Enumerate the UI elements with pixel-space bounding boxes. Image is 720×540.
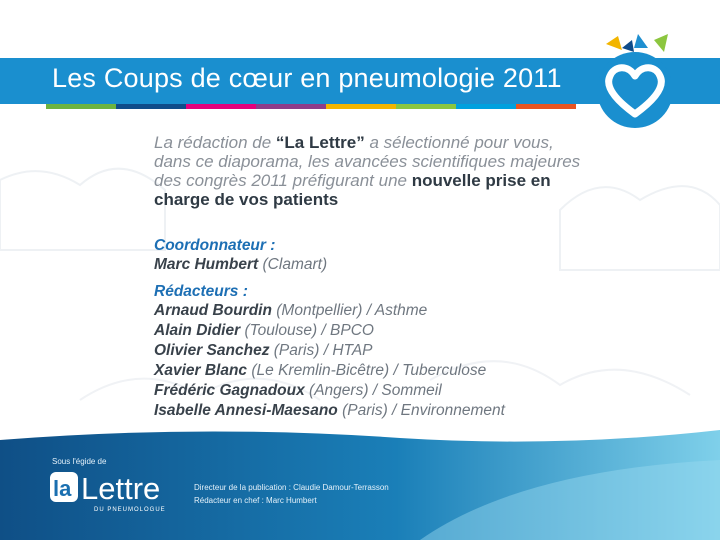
editor-name: Arnaud Bourdin [154,302,272,319]
publication-director: Directeur de la publication : Claudie Damour-Terrasson [194,483,389,492]
heart-badge-icon [592,34,678,130]
chief-editor: Rédacteur en chef : Marc Humbert [194,496,317,505]
stripe-3 [186,104,256,109]
sous-egide-label: Sous l'égide de [52,457,107,466]
editor-detail: (Le Kremlin-Bicêtre) / Tuberculose [247,362,487,379]
editor-entry [154,342,373,360]
coordinator-heading: Coordonnateur : [154,237,276,254]
editor-detail: (Paris) / HTAP [269,342,373,359]
logo-lettre: Lettre [81,471,161,506]
editor-name: Xavier Blanc [154,362,248,379]
editor-detail: (Paris) / Environnement [337,402,505,419]
editor-name: Alain Didier [154,322,241,339]
coordinator-name: Marc Humbert [154,256,259,273]
coordinator-entry [154,256,327,274]
journal-name: “La Lettre” [275,133,365,152]
editors-heading: Rédacteurs : [154,283,248,300]
publication-credits [194,481,389,507]
editor-detail: (Toulouse) / BPCO [240,322,374,339]
stripe-8 [516,104,576,109]
editor-name: Frédéric Gagnadoux [154,382,305,399]
intro-paragraph [154,133,594,209]
editor-detail: (Montpellier) / Asthme [271,302,428,319]
stripe-5 [326,104,396,109]
editor-name: Olivier Sanchez [154,342,270,359]
intro-text-2: a sélectionné pour vous, dans ce diaporama, les avancées scientifiques majeures des congrès 2011 préfigurant une [154,133,581,190]
editor-entry [154,302,427,320]
editor-detail: (Angers) / Sommeil [304,382,442,399]
intro-text-1: La rédaction de [154,133,276,152]
coordinator-detail: (Clamart) [258,256,328,273]
editor-entry [154,362,486,380]
stripe-4 [256,104,326,109]
intro-emphasis: nouvelle prise en charge de vos patients [154,171,551,209]
editor-entry [154,402,505,420]
stripe-1 [46,104,116,109]
la-lettre-logo [50,470,185,514]
logo-la: la [53,476,72,501]
editor-entry [154,322,374,340]
logo-subtitle: DU PNEUMOLOGUE [94,507,166,513]
stripe-6 [396,104,456,109]
stripe-7 [456,104,516,109]
stripe-2 [116,104,186,109]
page-title: Les Coups de cœur en pneumologie 2011 [52,63,562,93]
editor-entry [154,382,442,400]
editor-name: Isabelle Annesi-Maesano [154,402,338,419]
